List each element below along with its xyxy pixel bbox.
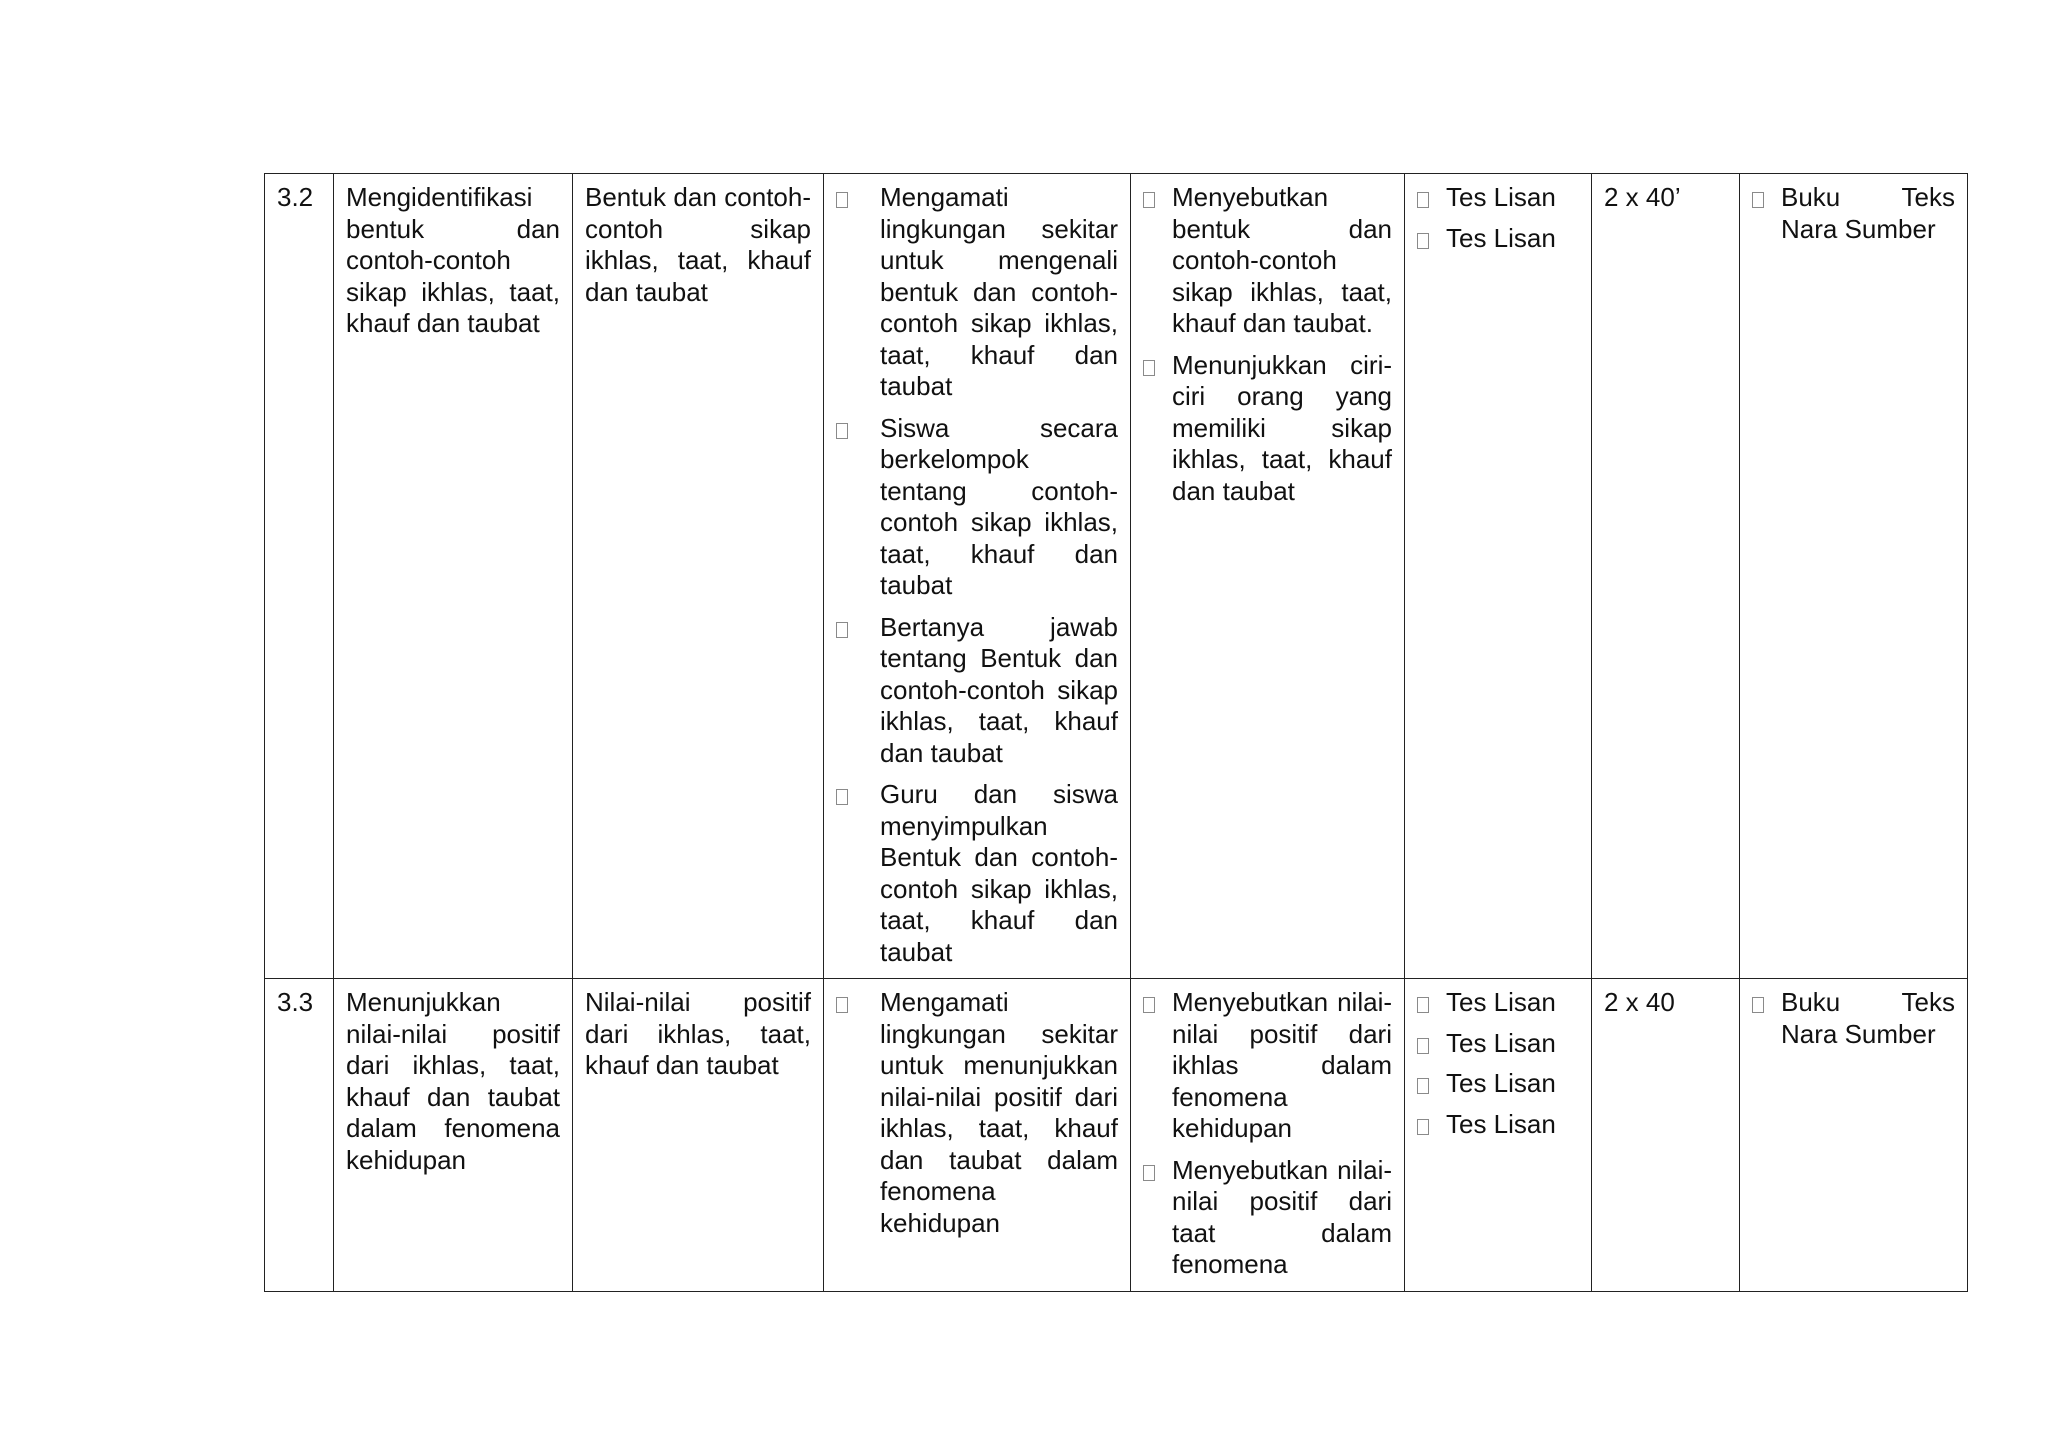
list-item: Menyebutkan nilai-nilai positif dari taat dalam fenomena (1143, 1155, 1392, 1281)
bullet-box-icon (1417, 192, 1429, 208)
bullet-box-icon (1417, 997, 1429, 1013)
bullet-box-icon (1752, 997, 1764, 1013)
list-item: Tes Lisan (1417, 1028, 1579, 1060)
bullet-box-icon (1417, 233, 1429, 249)
time-cell (1592, 174, 1740, 979)
material-text: Nilai-nilai positif dari ikhlas, taat, khauf dan taubat (585, 987, 811, 1080)
source-cell (1740, 979, 1968, 1292)
activities-list (836, 182, 1118, 968)
material-text: Bentuk dan contoh-contoh sikap ikhlas, taat, khauf dan taubat (585, 182, 811, 307)
activities-cell (824, 979, 1131, 1292)
kd-number-cell (265, 174, 334, 979)
activities-list (836, 987, 1118, 1239)
assessment-cell (1405, 174, 1592, 979)
time-allocation: 2 x 40 (1604, 987, 1675, 1017)
bullet-box-icon (1143, 360, 1155, 376)
source-list (1752, 182, 1955, 245)
list-item: Mengamati lingkungan sekitar untuk mengenali bentuk dan contoh-contoh sikap ikhlas, taat, khauf dan taubat (836, 182, 1118, 403)
activities-cell (824, 174, 1131, 979)
bullet-box-icon (1417, 1119, 1429, 1135)
bullet-box-icon (836, 997, 848, 1013)
list-item: Bertanya jawab tentang Bentuk dan contoh-contoh sikap ikhlas, taat, khauf dan taubat (836, 612, 1118, 770)
indicators-list (1143, 987, 1392, 1281)
competency-cell (334, 979, 573, 1292)
bullet-box-icon (836, 423, 848, 439)
kd-number: 3.3 (277, 987, 314, 1017)
list-item: Tes Lisan (1417, 182, 1579, 214)
kd-number: 3.2 (277, 182, 314, 212)
bullet-box-icon (1143, 997, 1155, 1013)
bullet-box-icon (836, 192, 848, 208)
table-row (265, 979, 1968, 1292)
list-item: Siswa secara berkelompok tentang contoh-contoh sikap ikhlas, taat, khauf dan taubat (836, 413, 1118, 602)
source-cell (1740, 174, 1968, 979)
assessment-list (1417, 987, 1579, 1140)
indicators-cell (1131, 979, 1405, 1292)
competency-text: Mengidentifikasi bentuk dan contoh-contoh sikap ikhlas, taat, khauf dan taubat (346, 182, 560, 338)
list-item: Menyebutkan bentuk dan contoh-contoh sikap ikhlas, taat, khauf dan taubat. (1143, 182, 1392, 340)
bullet-box-icon (1752, 192, 1764, 208)
list-item: Mengamati lingkungan sekitar untuk menunjukkan nilai-nilai positif dari ikhlas, taat, khauf dan taubat dalam fenomena kehidupan (836, 987, 1118, 1239)
competency-cell (334, 174, 573, 979)
assessment-cell (1405, 979, 1592, 1292)
bullet-box-icon (1417, 1038, 1429, 1054)
bullet-box-icon (1143, 1165, 1155, 1181)
time-cell (1592, 979, 1740, 1292)
bullet-box-icon (836, 789, 848, 805)
list-item: Tes Lisan (1417, 1109, 1579, 1141)
list-item: Buku Teks Nara Sumber (1752, 987, 1955, 1050)
indicators-cell (1131, 174, 1405, 979)
list-item: Menyebutkan nilai-nilai positif dari ikhlas dalam fenomena kehidupan (1143, 987, 1392, 1145)
indicators-list (1143, 182, 1392, 507)
list-item: Tes Lisan (1417, 223, 1579, 255)
table-row (265, 174, 1968, 979)
list-item: Buku Teks Nara Sumber (1752, 182, 1955, 245)
list-item: Tes Lisan (1417, 1068, 1579, 1100)
bullet-box-icon (836, 622, 848, 638)
assessment-list (1417, 182, 1579, 254)
list-item: Menunjukkan ciri-ciri orang yang memiliki sikap ikhlas, taat, khauf dan taubat (1143, 350, 1392, 508)
list-item: Tes Lisan (1417, 987, 1579, 1019)
kd-number-cell (265, 979, 334, 1292)
material-cell (573, 979, 824, 1292)
syllabus-table (264, 173, 1968, 1292)
source-list (1752, 987, 1955, 1050)
time-allocation: 2 x 40’ (1604, 182, 1681, 212)
material-cell (573, 174, 824, 979)
competency-text: Menunjukkan nilai-nilai positif dari ikhlas, taat, khauf dan taubat dalam fenomena kehidupan (346, 987, 560, 1175)
bullet-box-icon (1143, 192, 1155, 208)
bullet-box-icon (1417, 1078, 1429, 1094)
list-item: Guru dan siswa menyimpulkan Bentuk dan contoh-contoh sikap ikhlas, taat, khauf dan taubat (836, 779, 1118, 968)
